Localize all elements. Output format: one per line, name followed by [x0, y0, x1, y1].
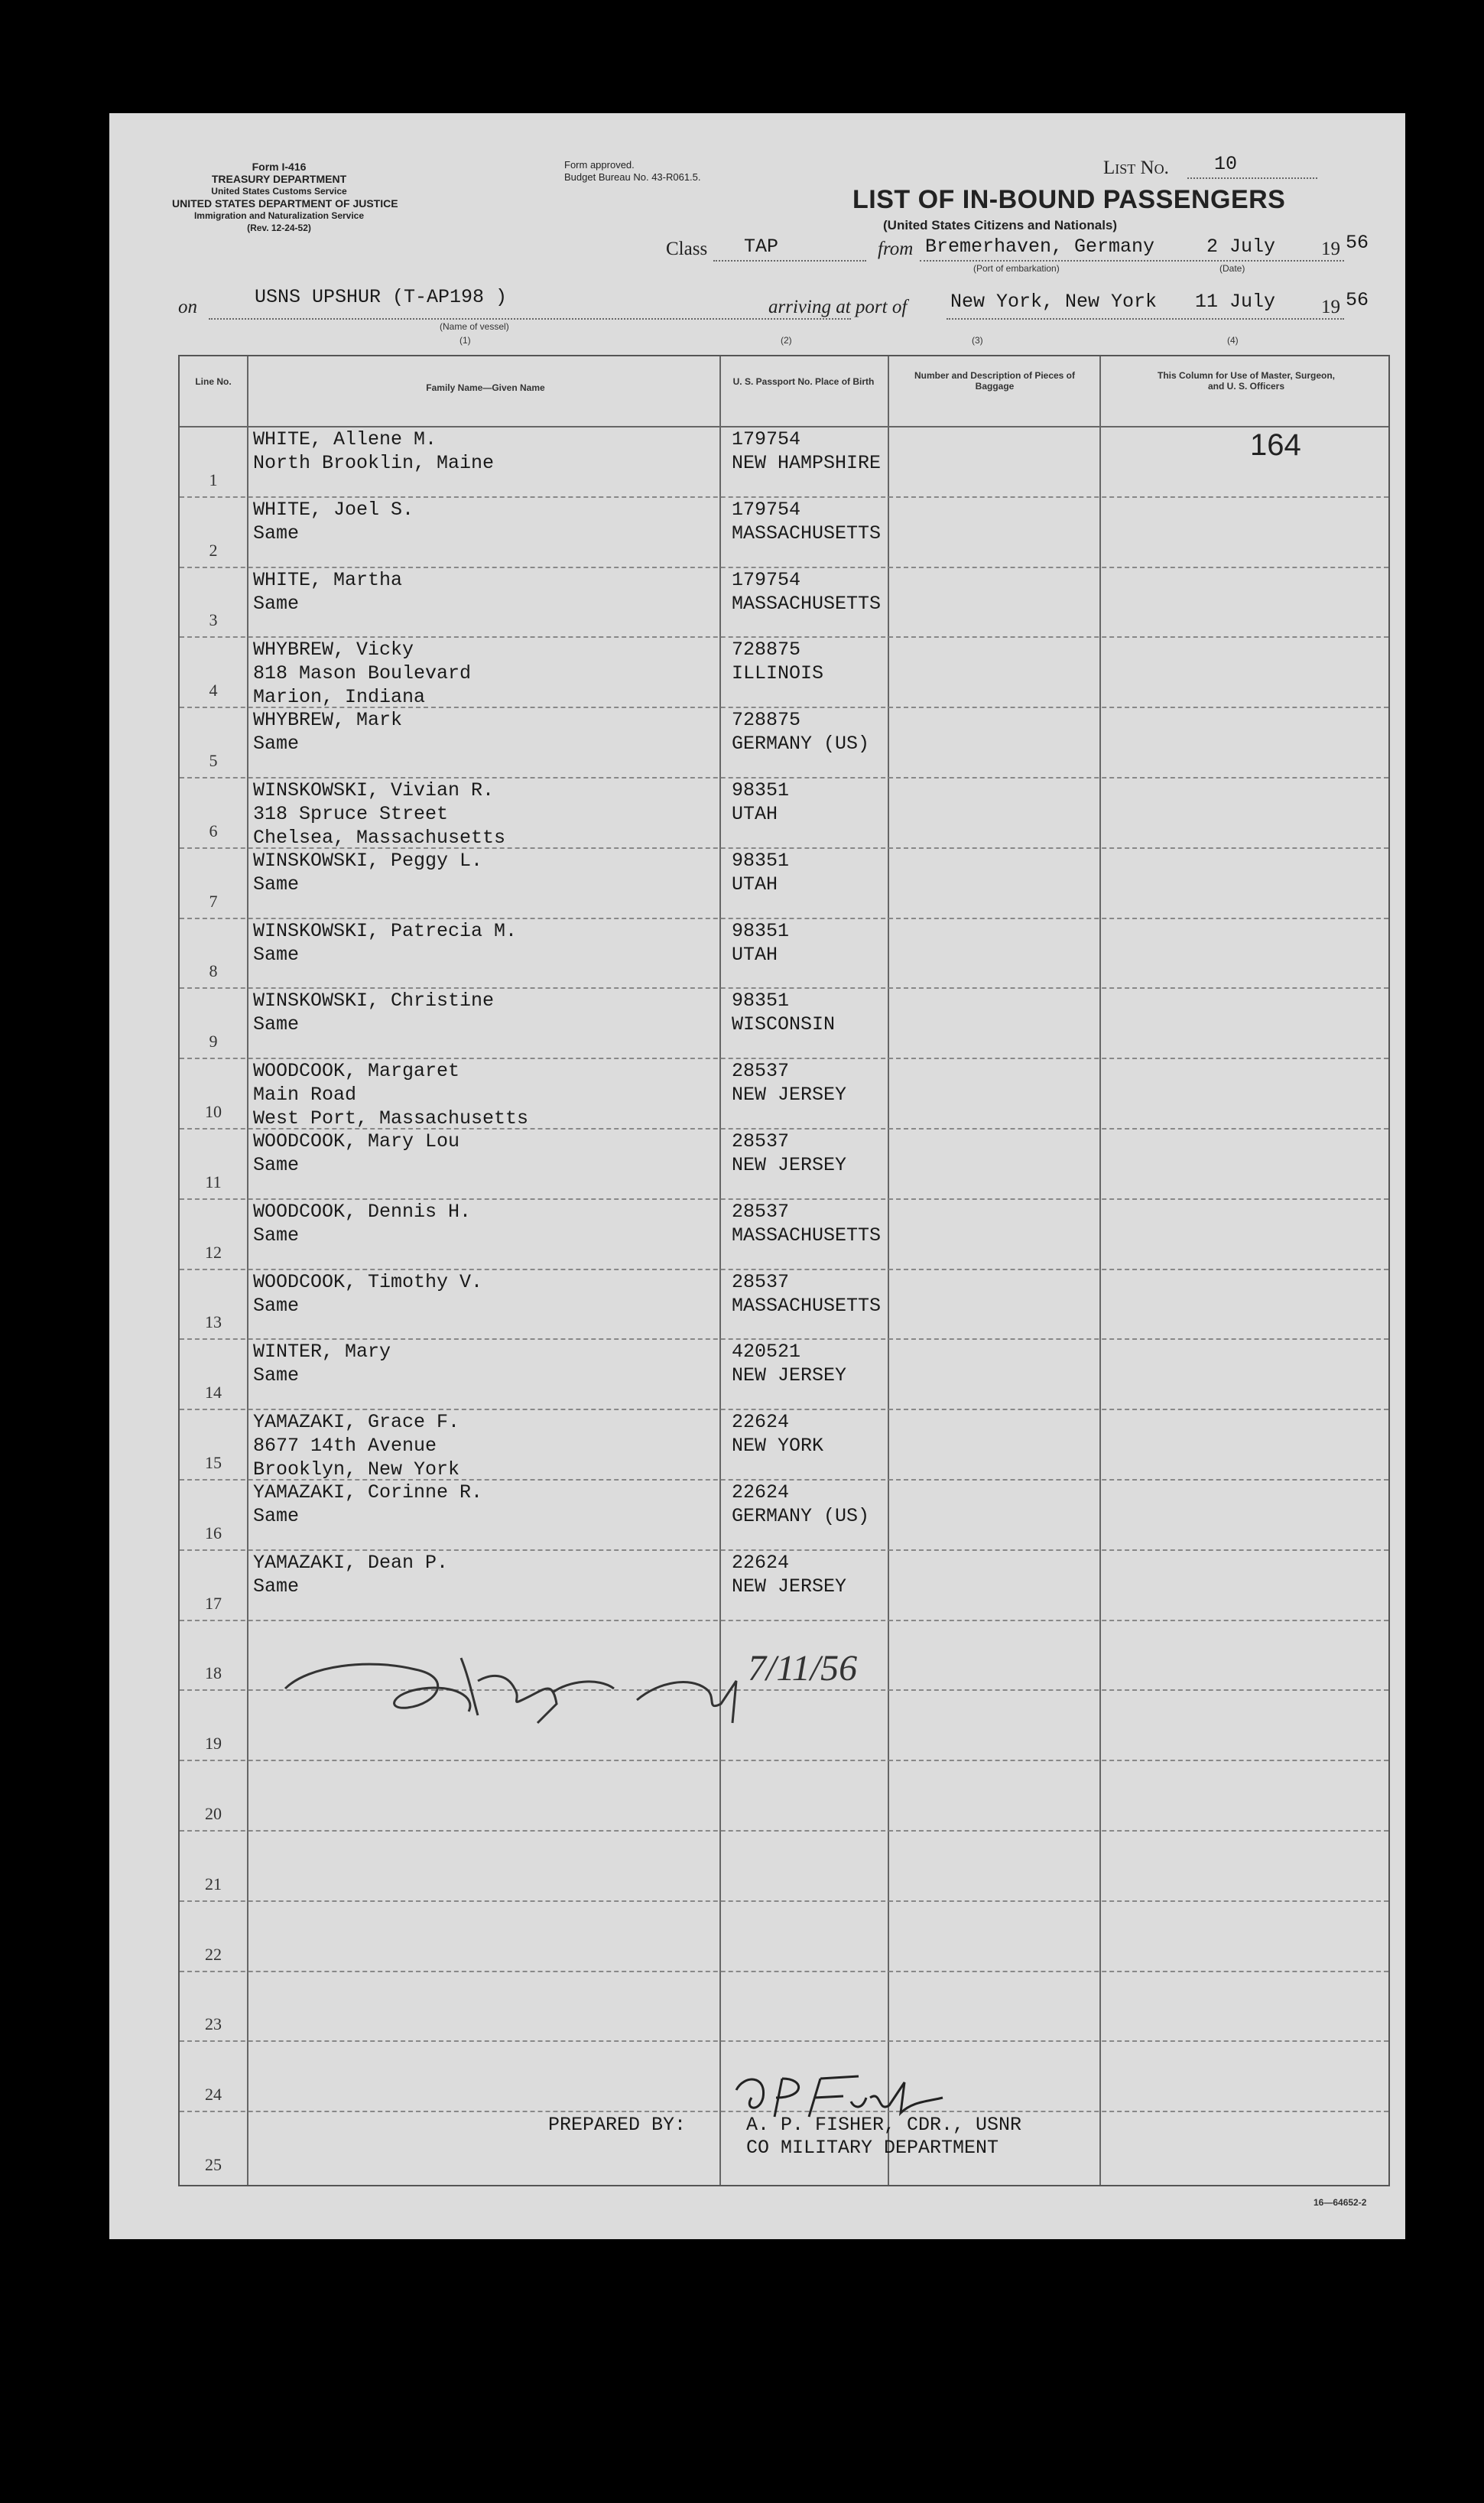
line-number: 5	[209, 751, 218, 770]
from-label: from	[878, 239, 914, 259]
vessel-line	[209, 318, 851, 320]
passport-birthplace: 98351 UTAH	[732, 919, 790, 966]
passenger-name: WINSKOWSKI, Patrecia M. Same	[253, 919, 518, 966]
form-footer-code: 16—64652-2	[1314, 2197, 1367, 2208]
passport-birthplace: 22624 GERMANY (US)	[732, 1481, 870, 1527]
passenger-table	[178, 355, 1390, 2186]
class-line	[713, 260, 866, 262]
passenger-name: WHITE, Joel S. Same	[253, 498, 414, 544]
vessel-name: USNS UPSHUR (T-AP198 )	[255, 286, 508, 308]
list-no-line	[1187, 177, 1317, 179]
justice-dept: UNITED STATES DEPARTMENT OF JUSTICE	[172, 197, 398, 210]
header-name: Family Name—Given Name	[426, 382, 545, 393]
passenger-name: WHITE, Allene M. North Brooklin, Maine	[253, 428, 495, 474]
punch-hole	[66, 327, 106, 367]
margin-page-number: 164	[1250, 428, 1301, 462]
column-ref-4: (4)	[1227, 335, 1239, 346]
column-divider	[888, 356, 889, 2185]
row-separator	[180, 1971, 1388, 1972]
class-value: TAP	[744, 236, 779, 258]
line-number: 10	[205, 1102, 222, 1121]
form-approved: Form approved.	[564, 159, 635, 171]
row-separator	[180, 1900, 1388, 1902]
line-number: 12	[205, 1242, 222, 1262]
list-no-value: 10	[1214, 153, 1238, 175]
passport-birthplace: 728875 GERMANY (US)	[732, 709, 870, 756]
line-number: 13	[205, 1312, 222, 1332]
passenger-name: WINSKOWSKI, Vivian R. 318 Spruce Street Chelsea, Massachusetts	[253, 779, 506, 849]
preparer-name: A. P. FISHER, CDR., USNR	[746, 2114, 1022, 2136]
passenger-name: WOODCOOK, Margaret Main Road West Port, Massachusetts	[253, 1060, 529, 1130]
column-ref-3: (3)	[972, 335, 983, 346]
form-title: LIST OF IN-BOUND PASSENGERS	[852, 185, 1286, 214]
header-passport: U. S. Passport No. Place of Birth	[732, 376, 875, 387]
customs-service: United States Customs Service	[211, 186, 347, 197]
passenger-name: WOODCOOK, Mary Lou Same	[253, 1130, 460, 1176]
line-number: 24	[205, 2085, 222, 2105]
immigration-service: Immigration and Naturalization Service	[193, 210, 365, 221]
line-number: 7	[209, 891, 218, 911]
revision-date: (Rev. 12-24-52)	[247, 223, 311, 233]
date-caption: (Date)	[1219, 263, 1245, 274]
preparer-title: CO MILITARY DEPARTMENT	[746, 2137, 999, 2159]
line-number: 16	[205, 1523, 222, 1542]
from-line	[920, 260, 1344, 262]
line-number: 23	[205, 2014, 222, 2034]
passport-birthplace: 98351 WISCONSIN	[732, 990, 836, 1036]
passport-birthplace: 22624 NEW YORK	[732, 1411, 824, 1458]
passenger-name: WINTER, Mary Same	[253, 1341, 391, 1387]
vessel-caption: (Name of vessel)	[440, 321, 509, 332]
row-separator	[180, 1620, 1388, 1621]
arriving-label: arriving at port of	[768, 297, 908, 317]
passport-birthplace: 98351 UTAH	[732, 849, 790, 896]
header-line-no: Line No.	[195, 376, 232, 387]
column-ref-1: (1)	[459, 335, 471, 346]
arrival-date: 11 July	[1195, 291, 1276, 313]
passport-birthplace: 28537 MASSACHUSETTS	[732, 1200, 882, 1247]
port-embarkation-caption: (Port of embarkation)	[973, 263, 1060, 274]
passport-birthplace: 28537 MASSACHUSETTS	[732, 1270, 882, 1317]
line-number: 9	[209, 1032, 218, 1052]
approval-note	[564, 159, 701, 184]
list-no-label: List No.	[1103, 158, 1169, 178]
line-number: 2	[209, 540, 218, 560]
line-number: 17	[205, 1593, 222, 1613]
row-separator	[180, 1830, 1388, 1832]
treasury-dept: TREASURY DEPARTMENT	[211, 173, 347, 185]
line-number: 20	[205, 1804, 222, 1823]
form-subtitle: (United States Citizens and Nationals)	[883, 218, 1118, 232]
passport-birthplace: 179754 MASSACHUSETTS	[732, 568, 882, 615]
row-separator	[180, 1760, 1388, 1761]
passport-birthplace: 728875 ILLINOIS	[732, 639, 824, 685]
budget-bureau: Budget Bureau No. 43-R061.5.	[564, 171, 701, 183]
line-number: 4	[209, 681, 218, 701]
passenger-name: WHITE, Martha Same	[253, 568, 403, 615]
passenger-name: YAMAZAKI, Dean P. Same	[253, 1551, 449, 1598]
column-divider	[719, 356, 721, 2185]
inspector-signature	[278, 1635, 1042, 1727]
class-label: Class	[666, 239, 708, 259]
embarkation-date: 2 July	[1206, 236, 1276, 258]
line-number: 22	[205, 1944, 222, 1964]
passport-birthplace: 28537 NEW JERSEY	[732, 1060, 847, 1107]
line-number: 6	[209, 821, 218, 840]
line-number: 19	[205, 1734, 222, 1754]
passenger-name: WHYBREW, Mark Same	[253, 709, 403, 756]
passenger-name: WINSKOWSKI, Christine Same	[253, 990, 495, 1036]
year-value-2: 56	[1346, 289, 1369, 311]
agency-header	[172, 161, 398, 234]
passport-birthplace: 22624 NEW JERSEY	[732, 1551, 847, 1598]
arrival-port: New York, New York	[950, 291, 1158, 313]
line-number: 25	[205, 2155, 222, 2174]
year-value-1: 56	[1346, 232, 1369, 254]
column-divider	[247, 356, 248, 2185]
line-number: 3	[209, 610, 218, 630]
row-separator	[180, 2040, 1388, 2042]
passenger-name: YAMAZAKI, Grace F. 8677 14th Avenue Brooklyn, New York	[253, 1411, 460, 1481]
year-prefix-1: 19	[1321, 239, 1340, 259]
passport-birthplace: 179754 NEW HAMPSHIRE	[732, 428, 882, 474]
form-number: Form I-416	[252, 161, 307, 173]
line-number: 15	[205, 1453, 222, 1472]
embarkation-port: Bremerhaven, Germany	[925, 236, 1155, 258]
header-officers: This Column for Use of Master, Surgeon, and U. S. Officers	[1157, 370, 1336, 392]
passport-birthplace: 98351 UTAH	[732, 779, 790, 825]
column-divider	[1099, 356, 1101, 2185]
passenger-name: WHYBREW, Vicky 818 Mason Boulevard Marion, Indiana	[253, 639, 472, 709]
passenger-name: YAMAZAKI, Corinne R. Same	[253, 1481, 483, 1527]
inspector-signature-date: 7/11/56	[748, 1648, 858, 1689]
column-ref-2: (2)	[781, 335, 792, 346]
on-label: on	[178, 297, 197, 317]
header-baggage: Number and Description of Pieces of Baggage	[914, 370, 1076, 392]
passport-birthplace: 28537 NEW JERSEY	[732, 1130, 847, 1176]
passport-birthplace: 420521 NEW JERSEY	[732, 1341, 847, 1387]
passport-birthplace: 179754 MASSACHUSETTS	[732, 498, 882, 544]
line-number: 21	[205, 1874, 222, 1894]
line-number: 11	[205, 1172, 222, 1191]
passenger-name: WOODCOOK, Dennis H. Same	[253, 1200, 472, 1247]
passenger-list-form	[109, 113, 1405, 2239]
line-number: 18	[205, 1663, 222, 1683]
line-number: 8	[209, 961, 218, 981]
line-number: 14	[205, 1383, 222, 1403]
passenger-name: WOODCOOK, Timothy V. Same	[253, 1270, 483, 1317]
arrival-line	[947, 318, 1344, 320]
passenger-name: WINSKOWSKI, Peggy L. Same	[253, 849, 483, 896]
year-prefix-2: 19	[1321, 297, 1340, 317]
prepared-by-label: PREPARED BY:	[548, 2114, 687, 2136]
line-number: 1	[209, 470, 218, 489]
